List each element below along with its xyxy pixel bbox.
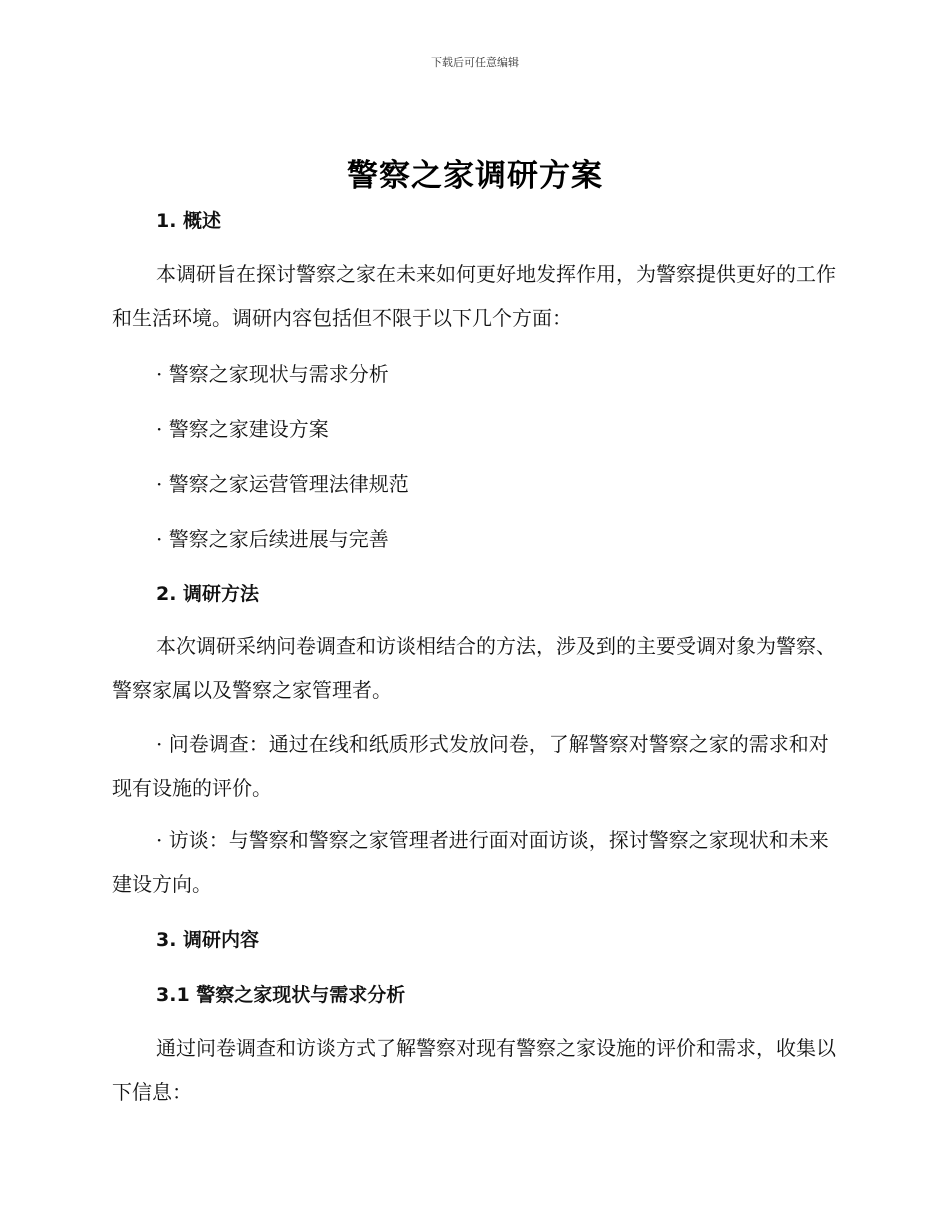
section-1-bullet-3: · 警察之家运营管理法律规范 — [156, 472, 409, 496]
section-2-survey-item: · 问卷调查：通过在线和纸质形式发放问卷，了解警察对警察之家的需求和对现有设施的评价。 — [112, 732, 829, 800]
section-2-interview-item: · 访谈：与警察和警察之家管理者进行面对面访谈，探讨警察之家现状和未来建设方向。 — [112, 828, 829, 896]
section-2-paragraph: 本次调研采纳问卷调查和访谈相结合的方法，涉及到的主要受调对象为警察、警察家属以及警察之家管理者。 — [112, 634, 836, 702]
document-title: 警察之家调研方案 — [347, 158, 603, 194]
section-1-bullet-4: · 警察之家后续进展与完善 — [156, 527, 389, 551]
header-note: 下载后可任意编辑 — [431, 56, 519, 69]
section-3-1-paragraph: 通过问卷调查和访谈方式了解警察对现有警察之家设施的评价和需求，收集以下信息： — [112, 1036, 836, 1104]
section-1-bullet-1: · 警察之家现状与需求分析 — [156, 362, 389, 386]
section-1-bullet-2: · 警察之家建设方案 — [156, 417, 329, 441]
section-1-paragraph: 本调研旨在探讨警察之家在未来如何更好地发挥作用，为警察提供更好的工作和生活环境。调研内容包括但不限于以下几个方面： — [112, 262, 836, 330]
section-3-1-heading: 3.1 警察之家现状与需求分析 — [156, 984, 406, 1006]
section-3-heading: 3. 调研内容 — [156, 929, 260, 951]
section-2-heading: 2. 调研方法 — [156, 583, 260, 605]
section-1-heading: 1. 概述 — [156, 210, 222, 232]
